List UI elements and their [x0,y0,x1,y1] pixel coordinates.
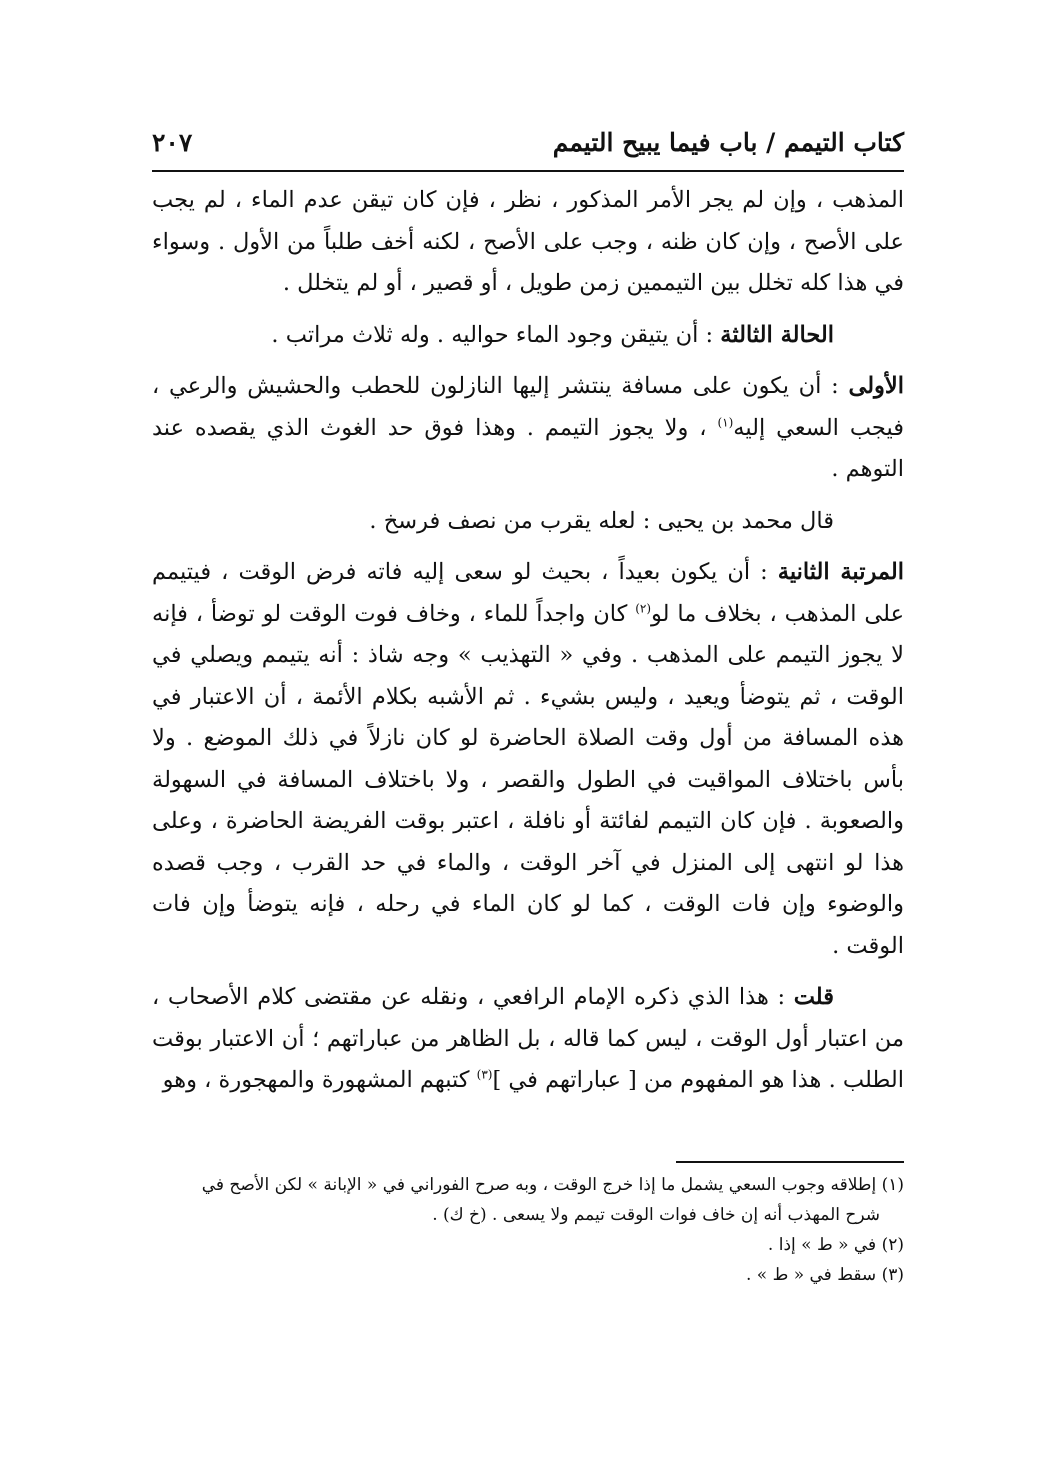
footnote-rule [676,1161,904,1163]
heading-first-rank: الأولى [848,373,904,399]
footnote-ref-1[interactable]: (١) [717,415,734,429]
footnote-ref-2[interactable]: (٢) [635,601,652,615]
heading-qultu: قلت [793,984,834,1010]
paragraph-2: الحالة الثالثة : أن يتيقن وجود الماء حواليه . وله ثلاث مراتب . [271,321,834,348]
page-number: ٢٠٧ [152,128,193,157]
running-title: كتاب التيمم / باب فيما يبيح التيمم [552,128,904,157]
paragraph-5: المرتبة الثانية : أن يكون بعيداً ، بحيث لو سعى إليه فاته فرض الوقت ، فيتيمم على المذهب ، بخلاف ما لو$^{(٢)}$ كان واجداً للماء ، وخاف فوت الوقت لو توضأ ، فإنه لا يجوز التيمم على المذهب . وفي « التهذيب » وجه شاذ : أنه يتيمم ويصلي في الوقت ، ثم يتوضأ ويعيد ، وليس بشيء . ثم الأشبه بكلام الأئمة ، أن الاعتبار في هذه المسافة من أول وقت الصلاة الحاضرة لو كان نازلاً في ذلك الموضع . ولا بأس باختلاف المواقيت في الطول والقصر ، ولا باختلاف المسافة في السهولة والصعوبة . فإن كان التيمم لفائتة أو نافلة ، اعتبر بوقت الفريضة الحاضرة ، وعلى هذا لو انتهى إلى المنزل في آخر الوقت ، والماء في حد القرب ، وجب قصده والوضوء وإن فات الوقت ، كما لو كان الماء في رحله ، فإنه يتوضأ وإن فات الوقت . [152,559,905,959]
header-rule [152,170,904,172]
paragraph-1: المذهب ، وإن لم يجر الأمر المذكور ، نظر ، فإن كان تيقن عدم الماء ، لم يجب على الأصح ، وإن كان ظنه ، وجب على الأصح ، لكنه أخف طلباً من الأول . وسواء في هذا كله تخلل بين التيممين زمن طويل ، أو قصير ، أو لم يتخلل . [152,187,904,296]
heading-third-case: الحالة الثالثة [720,321,834,348]
footnote-3: (٣) سقط في « ط » . [745,1265,904,1285]
page-header [152,128,904,172]
footnotes [152,1170,904,1290]
footnote-2: (٢) في « ط » إذا . [767,1235,904,1255]
paragraph-6: قلت : هذا الذي ذكره الإمام الرافعي ، ونقله عن مقتضى كلام الأصحاب ، من اعتبار أول الوقت ، ليس كما قاله ، بل الظاهر من عباراتهم ؛ أن الاعتبار بوقت الطلب . هذا هو المفهوم من [ عباراتهم في ]$^{(٣)}$ كتبهم المشهورة والمهجورة ، وهو [152,984,904,1093]
footnote-1-continued: شرح المهذب أنه إن خاف فوات الوقت تيمم ولا يسعى . (خ ك) . [432,1205,880,1225]
footnote-1: (١) إطلاقه وجوب السعي يشمل ما إذا خرج الوقت ، وبه صرح الفوراني في « الإبانة » لكن الأصح في [201,1175,904,1195]
paragraph-4: قال محمد بن يحيى : لعله يقرب من نصف فرسخ . [369,507,834,534]
main-text [152,180,904,1112]
footnote-ref-3[interactable]: (٣) [476,1067,493,1082]
paragraph-3: الأولى : أن يكون على مسافة ينتشر إليها النازلون للحطب والحشيش والرعي ، فيجب السعي إليه$^{(١)}$ ، ولا يجوز التيمم . وهذا فوق حد الغوث الذي يقصده عند التوهم . [152,373,904,482]
heading-second-rank: المرتبة الثانية [777,559,905,585]
